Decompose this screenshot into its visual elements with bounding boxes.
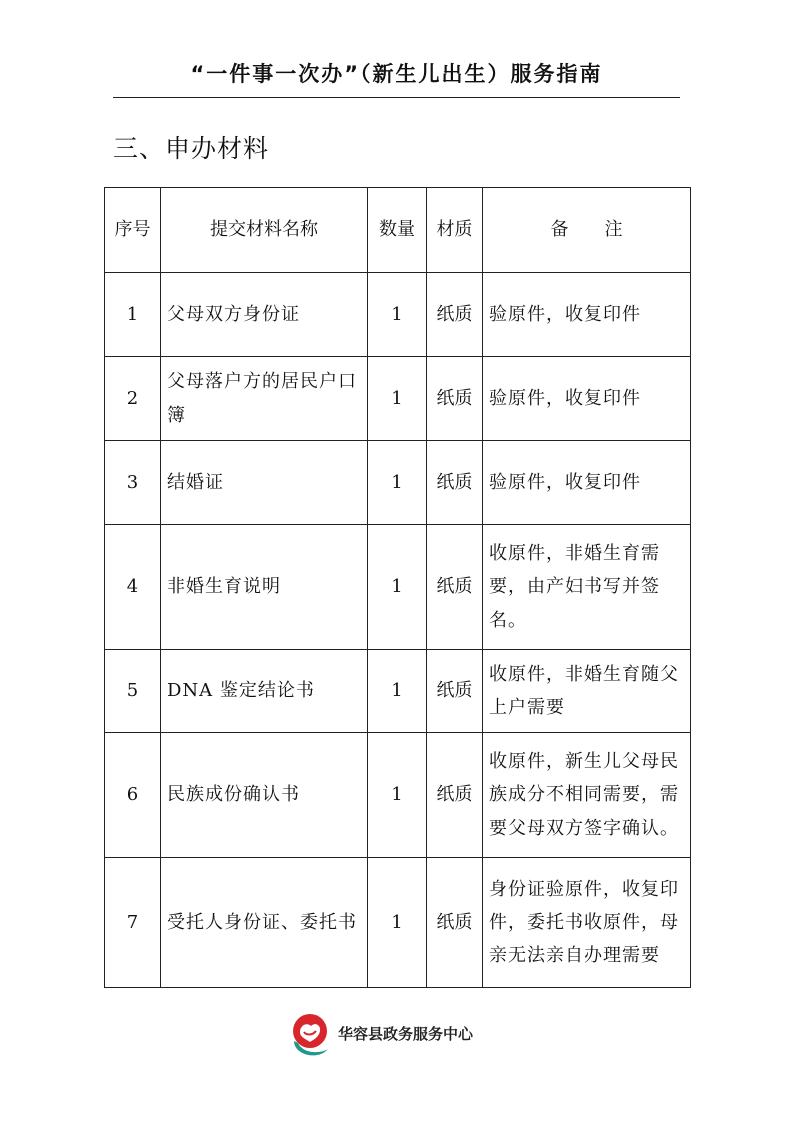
- row-name: 非婚生育说明: [161, 525, 368, 650]
- row-no: 4: [105, 525, 161, 650]
- header-note: 备 注: [483, 188, 691, 273]
- row-note: 验原件，收复印件: [483, 357, 691, 441]
- header-no: 序号: [105, 188, 161, 273]
- row-qty: 1: [368, 441, 427, 525]
- table-row: [105, 858, 691, 988]
- government-service-center-logo-icon: [288, 1011, 332, 1059]
- header-qty: 数量: [368, 188, 427, 273]
- row-name: 结婚证: [161, 441, 368, 525]
- row-note: 收原件，非婚生育需要，由产妇书写并签名。: [483, 525, 691, 650]
- row-no: 6: [105, 733, 161, 858]
- row-qty: 1: [368, 650, 427, 733]
- table-row: [105, 525, 691, 650]
- row-name: 受托人身份证、委托书: [161, 858, 368, 988]
- table-row: [105, 357, 691, 441]
- row-no: 1: [105, 273, 161, 357]
- row-qty: 1: [368, 525, 427, 650]
- materials-table: [104, 187, 691, 988]
- organization-name: 华容县政务服务中心: [338, 1025, 474, 1043]
- table-row: [105, 733, 691, 858]
- row-qty: 1: [368, 858, 427, 988]
- row-material: 纸质: [427, 273, 483, 357]
- row-name: 民族成份确认书: [161, 733, 368, 858]
- row-material: 纸质: [427, 858, 483, 988]
- row-qty: 1: [368, 273, 427, 357]
- row-no: 2: [105, 357, 161, 441]
- table-row: [105, 273, 691, 357]
- row-no: 5: [105, 650, 161, 733]
- row-name: 父母落户方的居民户口簿: [161, 357, 368, 441]
- row-no: 7: [105, 858, 161, 988]
- row-note: 收原件，非婚生育随父上户需要: [483, 650, 691, 733]
- row-name: 父母双方身份证: [161, 273, 368, 357]
- row-no: 3: [105, 441, 161, 525]
- header-name: 提交材料名称: [161, 188, 368, 273]
- row-name: DNA 鉴定结论书: [161, 650, 368, 733]
- row-qty: 1: [368, 733, 427, 858]
- row-material: 纸质: [427, 733, 483, 858]
- row-note: 身份证验原件，收复印件，委托书收原件，母亲无法亲自办理需要: [483, 858, 691, 988]
- header-material: 材质: [427, 188, 483, 273]
- row-material: 纸质: [427, 441, 483, 525]
- section-title: 三、申办材料: [113, 134, 270, 163]
- table-row: [105, 441, 691, 525]
- row-note: 收原件，新生儿父母民族成分不相同需要，需要父母双方签字确认。: [483, 733, 691, 858]
- table-header-row: [105, 188, 691, 273]
- header-divider: [113, 97, 680, 98]
- row-note: 验原件，收复印件: [483, 273, 691, 357]
- footer: [288, 1011, 548, 1061]
- row-note: 验原件，收复印件: [483, 441, 691, 525]
- table-row: [105, 650, 691, 733]
- row-qty: 1: [368, 357, 427, 441]
- row-material: 纸质: [427, 650, 483, 733]
- row-material: 纸质: [427, 525, 483, 650]
- document-header-title: “一件事一次办”（新生儿出生）服务指南: [190, 62, 603, 86]
- row-material: 纸质: [427, 357, 483, 441]
